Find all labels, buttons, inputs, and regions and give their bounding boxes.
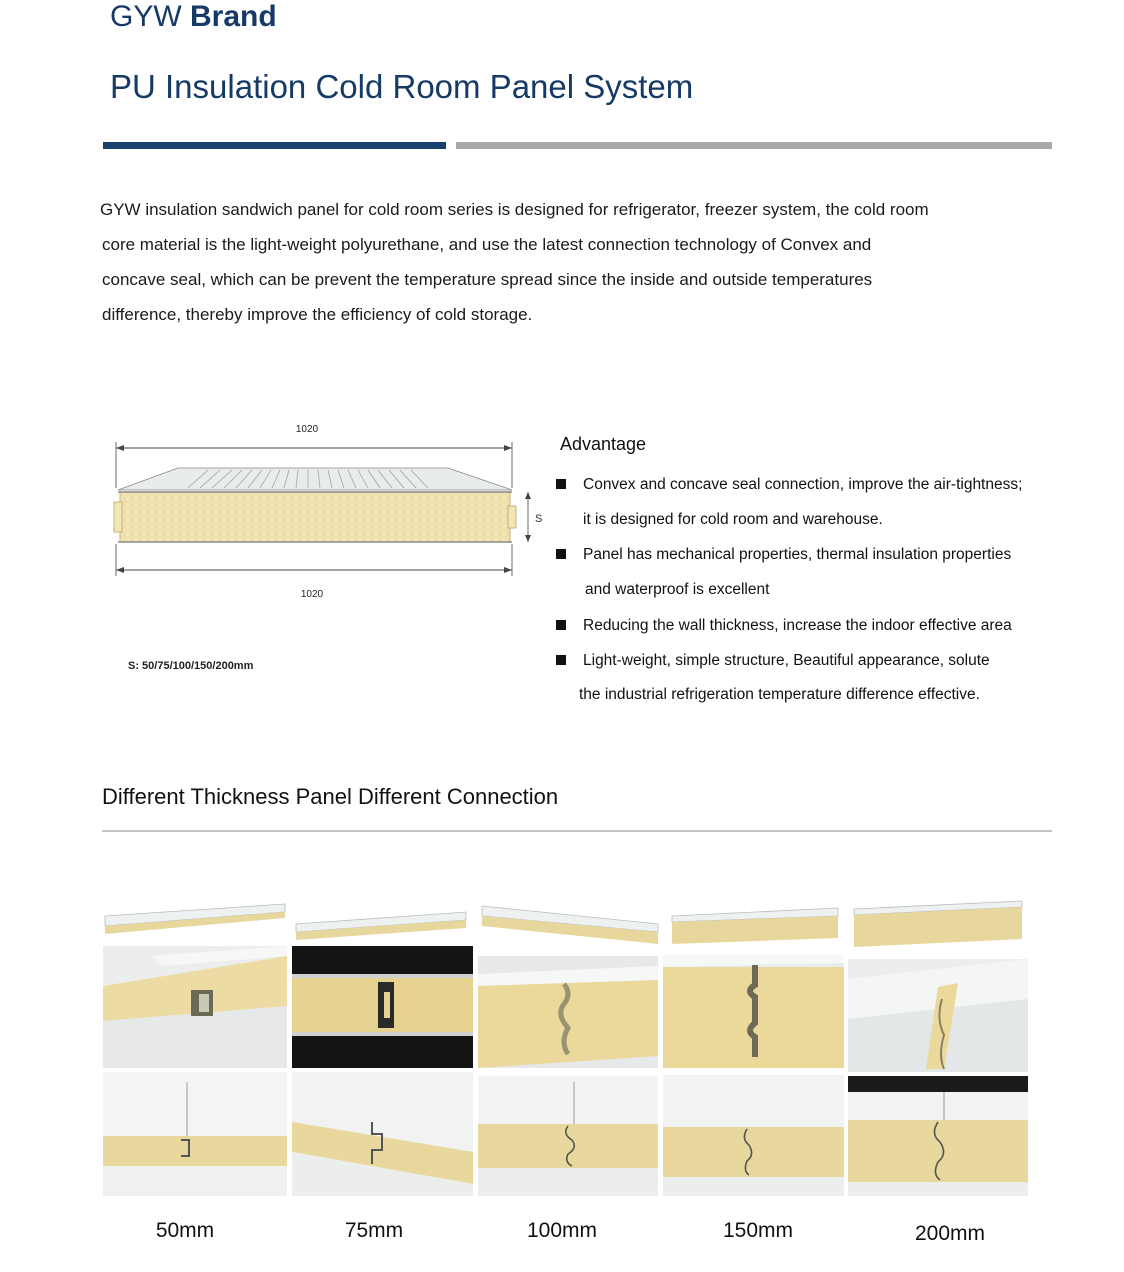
- joint-photo-75mm-angle: [292, 946, 473, 1068]
- joint-photo-50mm-front: [103, 1072, 287, 1196]
- panel-50mm-overview: [103, 896, 288, 942]
- bullet-icon: [556, 655, 566, 665]
- advantage-title: Advantage: [560, 434, 647, 454]
- joint-photo-100mm-angle: [478, 956, 658, 1068]
- intro-line: core material is the light-weight polyurethane, and use the latest connection technology of Convex and: [102, 235, 872, 254]
- panel-dimension-diagram: [108, 418, 543, 608]
- joint-photo-200mm-angle: [848, 959, 1028, 1072]
- thickness-caption-150mm: 150mm: [722, 1219, 794, 1242]
- panel-150mm-overview: [668, 900, 842, 954]
- brand-prefix: GYW: [110, 0, 190, 33]
- intro-line: difference, thereby improve the efficiency of cold storage.: [102, 305, 533, 324]
- advantage-line: the industrial refrigeration temperature difference effective.: [579, 686, 980, 703]
- top-dimension-label: 1020: [295, 424, 319, 435]
- thickness-caption-200mm: 200mm: [914, 1222, 986, 1245]
- thickness-caption-100mm: 100mm: [526, 1219, 598, 1242]
- brand-name: Brand: [190, 0, 277, 33]
- page-title: PU Insulation Cold Room Panel System: [110, 68, 694, 105]
- section-divider: [102, 830, 1052, 832]
- joint-photo-200mm-front: [848, 1076, 1028, 1196]
- section-title: Different Thickness Panel Different Connection: [102, 784, 559, 809]
- joint-photo-50mm-angle: [103, 946, 287, 1068]
- thickness-caption-50mm: 50mm: [155, 1219, 215, 1242]
- panel-100mm-overview: [480, 898, 660, 950]
- advantage-line: and waterproof is excellent: [585, 581, 770, 598]
- bottom-dimension-label: 1020: [300, 589, 324, 600]
- intro-line: GYW insulation sandwich panel for cold room series is designed for refrigerator, freezer system, the cold room: [100, 200, 929, 219]
- joint-photo-75mm-front: [292, 1072, 473, 1196]
- advantage-line: Convex and concave seal connection, improve the air-tightness;: [583, 476, 1023, 493]
- brand-heading: [110, 0, 277, 34]
- panel-75mm-overview: [294, 900, 469, 944]
- title-underline-dark: [103, 142, 446, 149]
- title-underline-grey: [456, 142, 1052, 149]
- bullet-icon: [556, 620, 566, 630]
- advantage-line: it is designed for cold room and warehouse.: [583, 511, 883, 528]
- thickness-label: S: [535, 513, 543, 525]
- thickness-caption-75mm: 75mm: [344, 1219, 404, 1242]
- joint-photo-150mm-angle: [663, 955, 844, 1068]
- joint-photo-150mm-front: [663, 1075, 844, 1196]
- advantage-line: Panel has mechanical properties, thermal insulation properties: [583, 546, 1012, 563]
- panel-200mm-overview: [850, 893, 1026, 955]
- intro-paragraph: [100, 192, 1070, 332]
- bullet-icon: [556, 549, 566, 559]
- joint-photo-100mm-front: [478, 1076, 658, 1196]
- bullet-icon: [556, 479, 566, 489]
- advantage-line: Light-weight, simple structure, Beautiful appearance, solute: [583, 652, 990, 669]
- thickness-spec-note: S: 50/75/100/150/200mm: [128, 660, 254, 672]
- advantage-line: Reducing the wall thickness, increase the indoor effective area: [583, 617, 1012, 634]
- intro-line: concave seal, which can be prevent the temperature spread since the inside and outside temperatures: [102, 270, 873, 289]
